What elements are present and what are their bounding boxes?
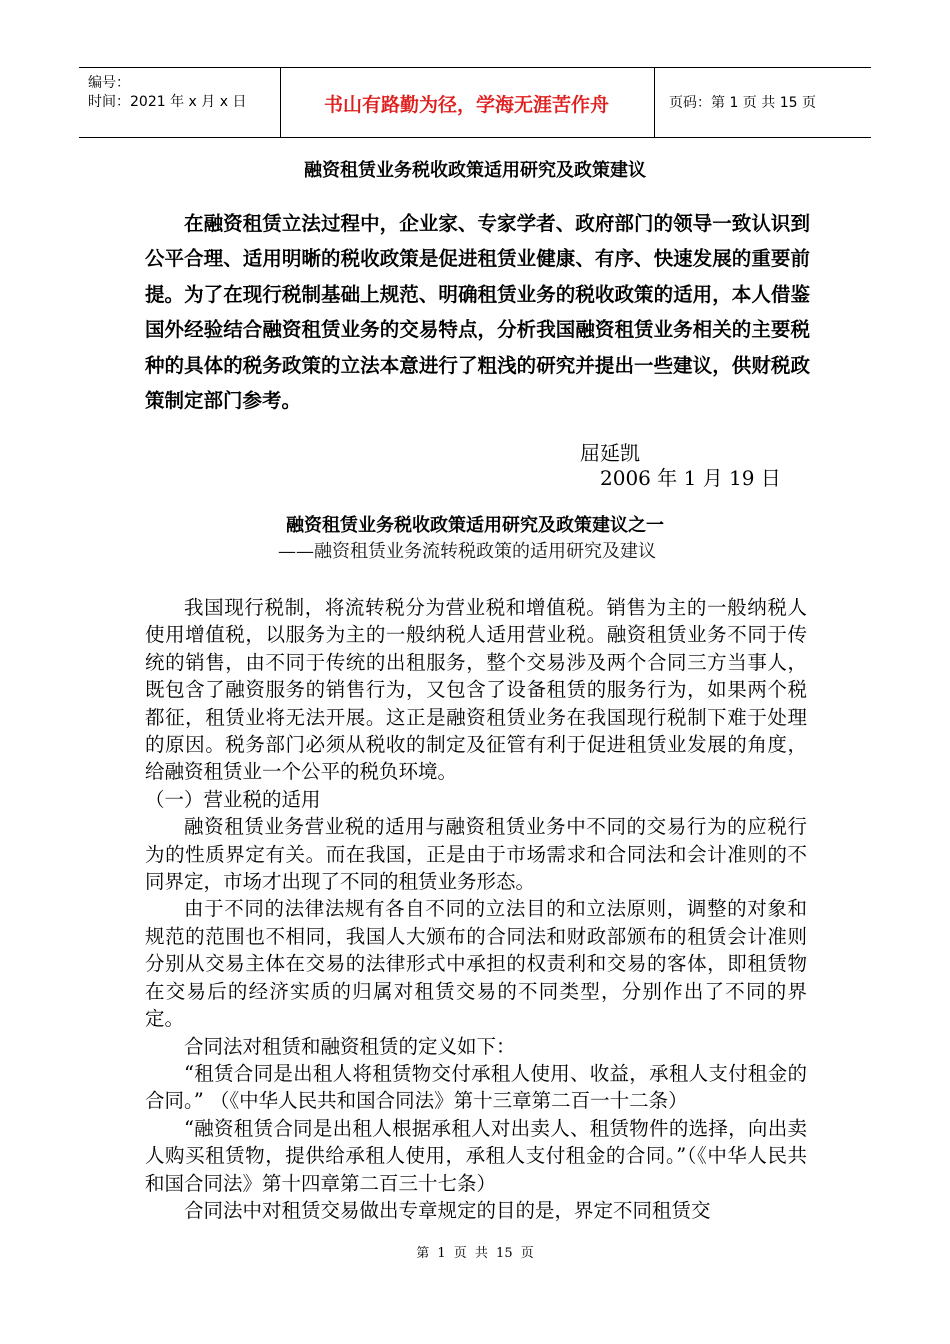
body-paragraph: 合同法对租赁和融资租赁的定义如下： (184, 1034, 516, 1058)
header-table (79, 67, 871, 138)
document-date: 2006 年 1 月 19 日 (600, 466, 781, 490)
section-body (145, 594, 807, 1224)
body-paragraph: “租赁合同是出租人将租赁物交付承租人使用、收益，承租人支付租金的合同。” （《中华人民共和国合同法》第十三章第二百一十二条） (145, 1061, 807, 1113)
intro-paragraph: 在融资租赁立法过程中，企业家、专家学者、政府部门的领导一致认识到公平合理、适用明晰的税收政策是促进租赁业健康、有序、快速发展的重要前提。为了在现行税制基础上规范、明确租赁业务的税收政策的适用，本人借鉴国外经验结合融资租赁业务的交易特点，分析我国融资租赁业务相关的主要税种的具体的税务政策的立法本意进行了粗浅的研究并提出一些建议，供财税政策制定部门参考。 (145, 212, 810, 413)
body-paragraph: 合同法中对租赁交易做出专章规定的目的是，界定不同租赁交 (184, 1198, 711, 1222)
subsection-heading: （一）营业税的适用 (145, 787, 321, 811)
header-page-label: 页码：第 1 页 共 15 页 (669, 95, 816, 111)
header-motto: 书山有路勤为径，学海无涯苦作舟 (323, 94, 609, 116)
time-label: 时间：2021 年 x 月 x 日 (88, 94, 247, 110)
serial-label: 编号： (88, 75, 130, 91)
document-title: 融资租赁业务税收政策适用研究及政策建议 (304, 160, 646, 181)
section-subtitle: ——融资租赁业务流转税政策的适用研究及建议 (278, 541, 656, 562)
body-paragraph: 我国现行税制，将流转税分为营业税和增值税。销售为主的一般纳税人使用增值税，以服务为主的一般纳税人适用营业税。融资租赁业务不同于传统的销售，由不同于传统的出租服务，整个交易涉及两个合同三方当事人，既包含了融资服务的销售行为，又包含了设备租赁的服务行为，如果两个税都征，租赁业将无法开展。这正是融资租赁业务在我国现行税制下难于处理的原因。税务部门必须从税收的制定及征管有利于促进租赁业发展的角度，给融资租赁业一个公平的税负环境。 (145, 596, 807, 784)
header-divider (654, 68, 655, 137)
header-divider (280, 68, 281, 137)
author-name: 屈延凯 (580, 441, 640, 465)
body-paragraph: “融资租赁合同是出租人根据承租人对出卖人、租赁物件的选择，向出卖人购买租赁物，提供给承租人使用，承租人支付租金的合同。”（《中华人民共和国合同法》第十四章第二百三十七条） (145, 1116, 807, 1195)
body-paragraph: 由于不同的法律法规有各自不同的立法目的和立法原则，调整的对象和规范的范围也不相同，我国人大颁布的合同法和财政部颁布的租赁会计准则分别从交易主体在交易的法律形式中承担的权责利和交易的客体，即租赁物在交易后的经济实质的归属对租赁交易的不同类型，分别作出了不同的界定。 (145, 897, 807, 1031)
body-paragraph: 融资租赁业务营业税的适用与融资租赁业务中不同的交易行为的应税行为的性质界定有关。而在我国，正是由于市场需求和合同法和会计准则的不同界定，市场才出现了不同的租赁业务形态。 (145, 815, 807, 894)
section-title: 融资租赁业务税收政策适用研究及政策建议之一 (286, 515, 664, 536)
page-footer: 第 1 页 共 15 页 (416, 1246, 534, 1261)
header-meta (88, 74, 246, 112)
